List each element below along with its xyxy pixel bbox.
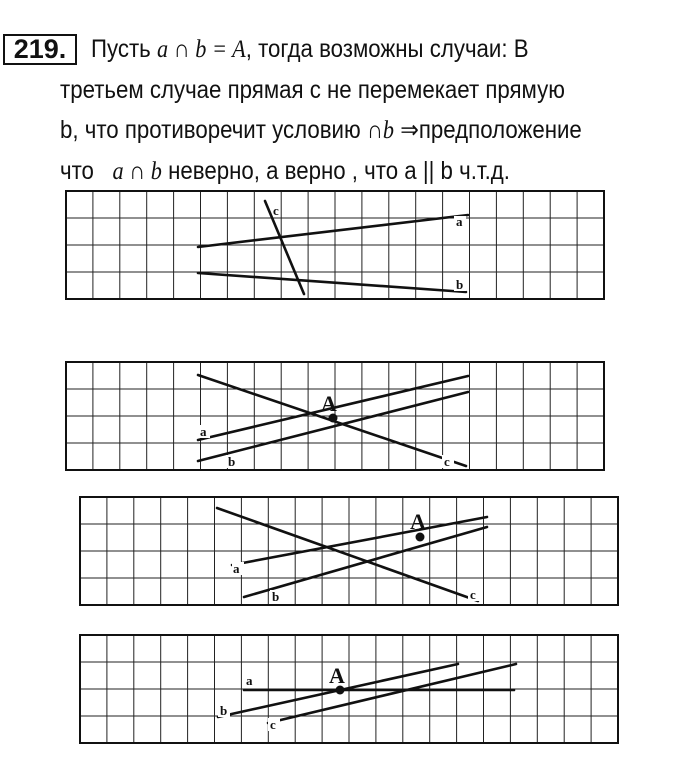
math-expression: a ∩ b = A: [156, 36, 246, 63]
label-point-A: A: [321, 391, 337, 416]
figure-4: [80, 635, 618, 743]
label-c: c: [270, 717, 276, 732]
label-b: b: [456, 277, 464, 292]
text-fragment: что: [60, 157, 113, 185]
line-b: [198, 273, 466, 292]
figure-1: [66, 191, 604, 299]
text-fragment: Пусть: [91, 35, 157, 63]
line-a: [198, 215, 468, 247]
math-expression: a ∩ b: [112, 158, 162, 185]
label-a: a: [246, 673, 253, 688]
figure-3: [80, 497, 618, 605]
text-fragment: , тогда возможны случаи: В: [245, 35, 529, 63]
problem-number: 219.: [3, 34, 77, 65]
label-c: c: [470, 587, 476, 602]
label-c: c: [273, 203, 279, 218]
label-b: b: [228, 454, 236, 469]
label-a: a: [456, 214, 463, 229]
label-point-A: A: [329, 663, 345, 688]
label-a: a: [233, 561, 240, 576]
text-line-2: третьем случае прямая с не перемекает прямую: [60, 76, 565, 104]
label-a: a: [200, 424, 207, 439]
text-fragment: ⇒предположение: [394, 116, 582, 144]
figure-2: [66, 362, 604, 470]
line-c: [268, 664, 516, 723]
label-b: b: [272, 589, 280, 604]
grid-figure-3: [80, 497, 618, 605]
label-point-A: A: [410, 509, 426, 534]
text-fragment: b, что противоречит условию: [60, 116, 367, 144]
math-expression: ∩b: [366, 117, 395, 144]
text-fragment: неверно, а верно , что а || b ч.т.д.: [161, 157, 510, 185]
label-b: b: [220, 703, 228, 718]
label-c: c: [444, 454, 450, 469]
line-c: [217, 508, 478, 601]
